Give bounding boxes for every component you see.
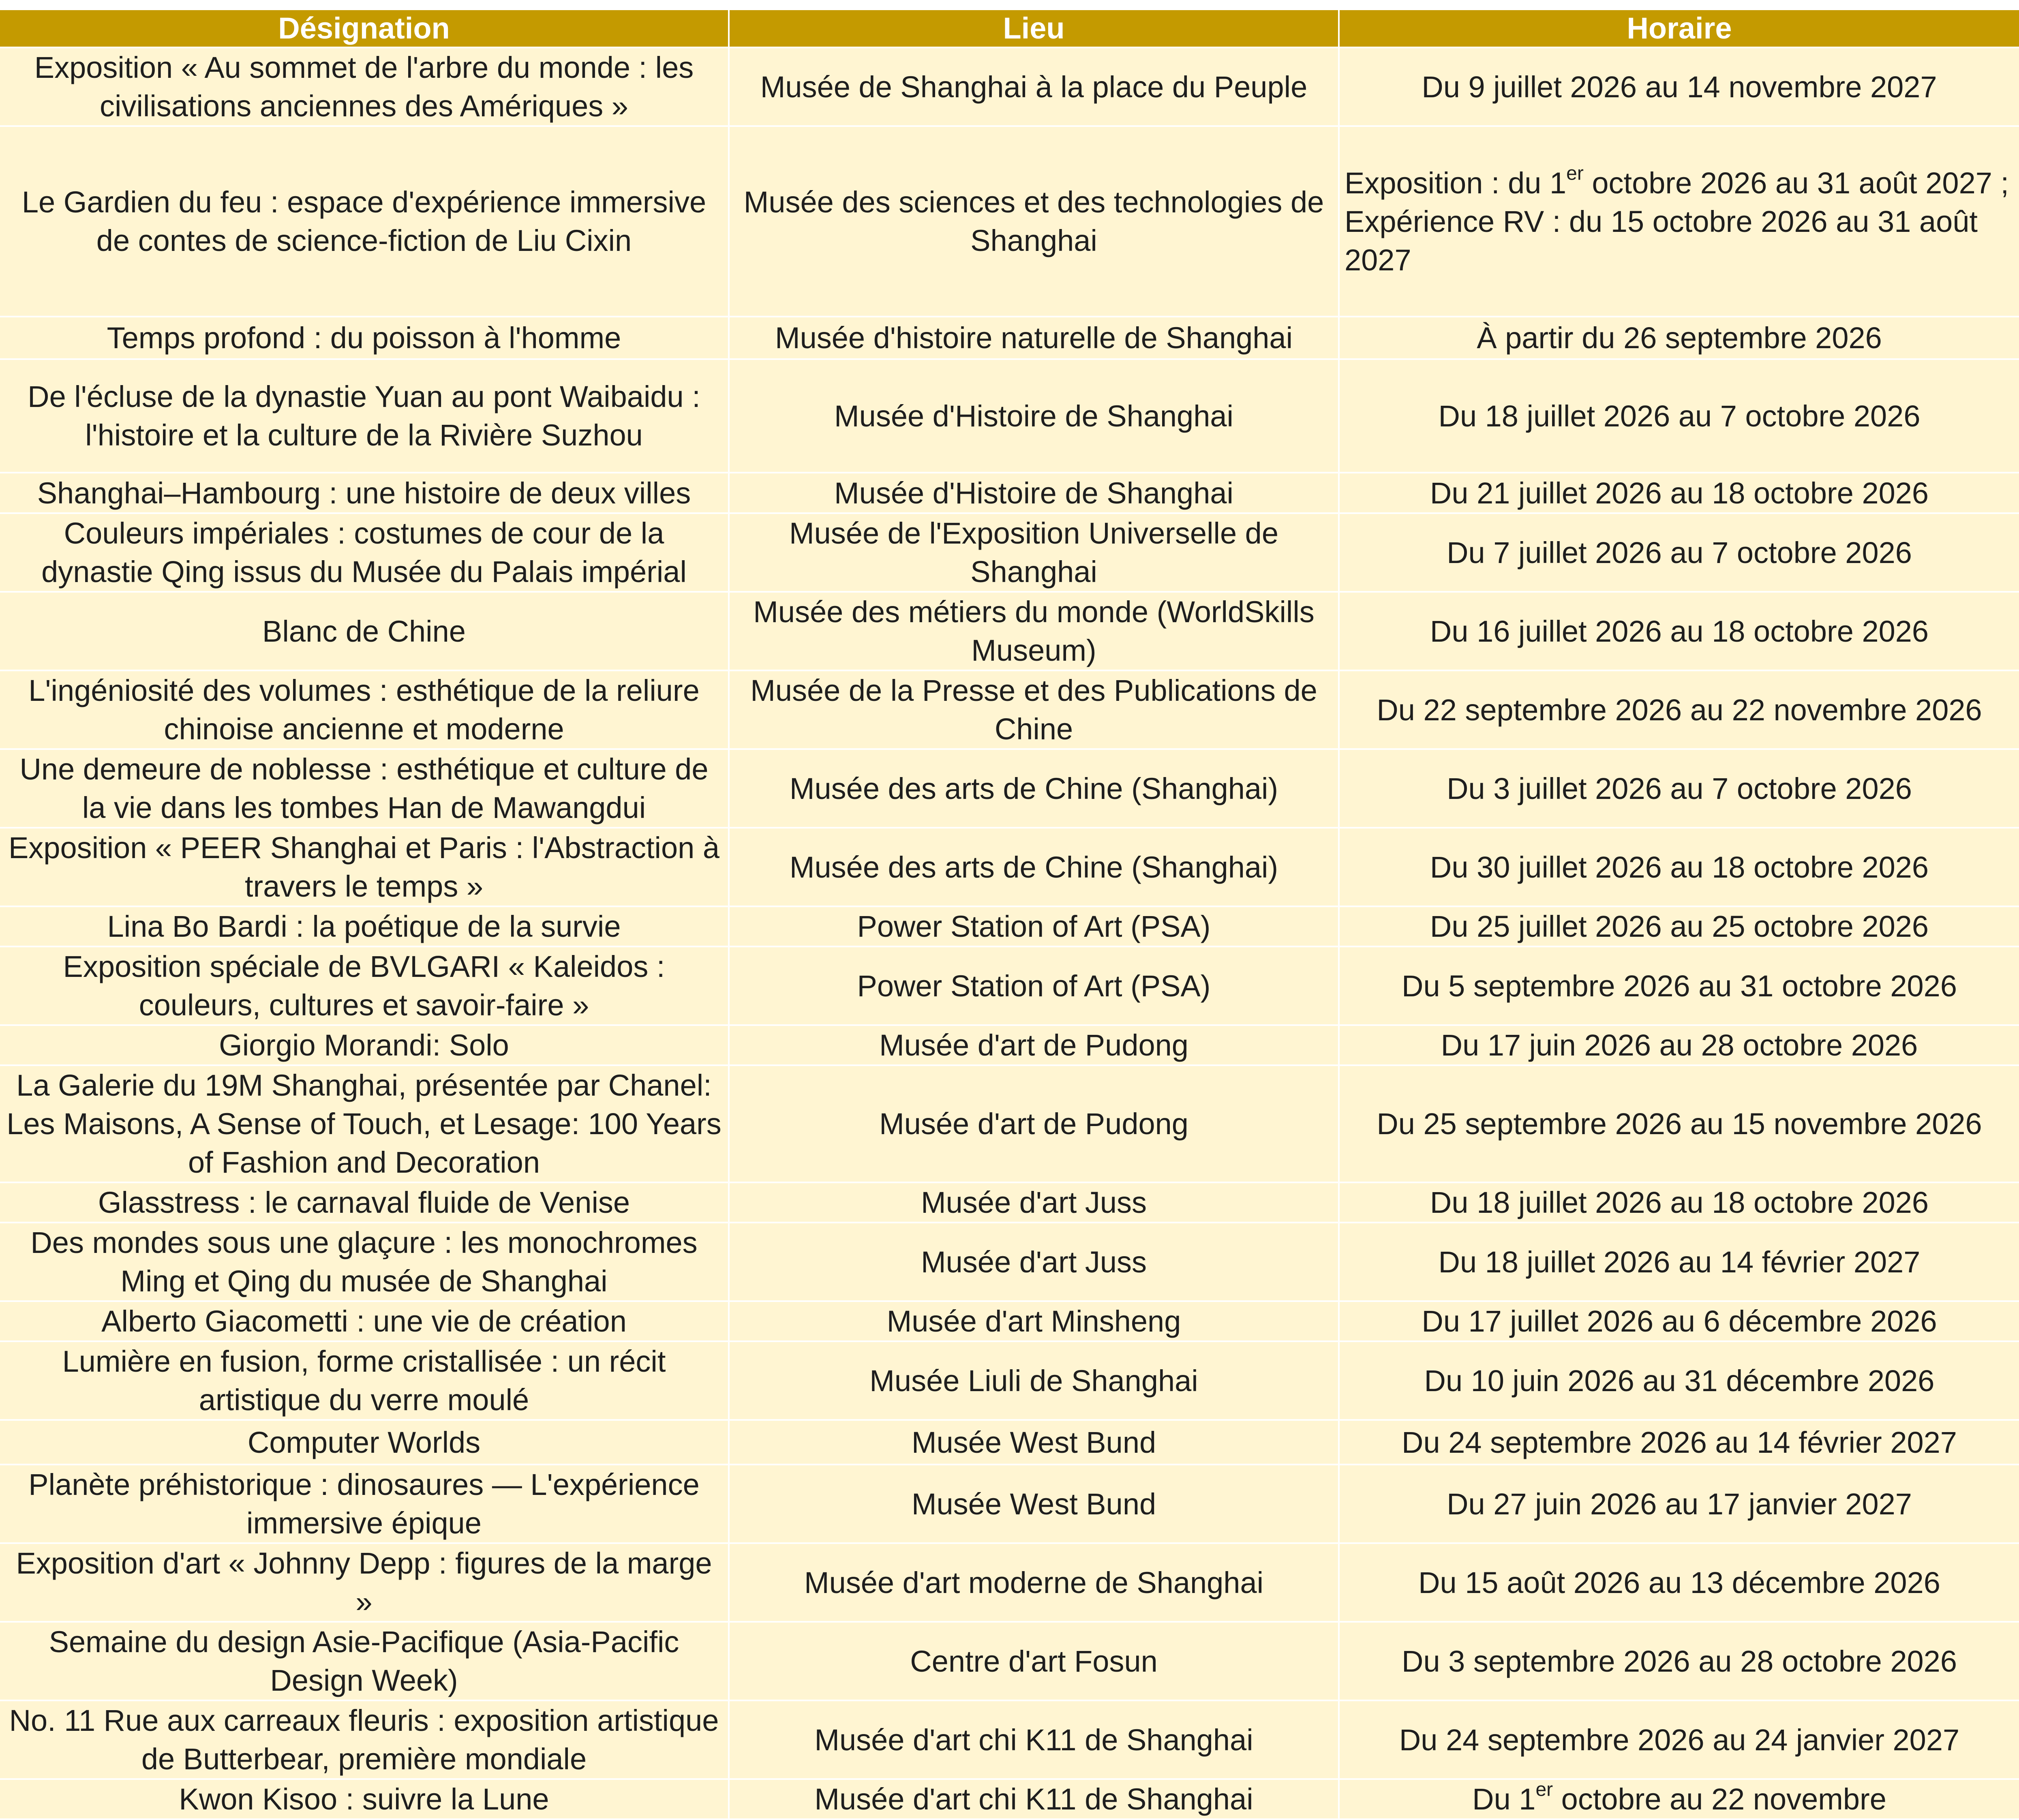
ordinal-suffix: er	[1566, 162, 1584, 184]
cell-horaire: Du 24 septembre 2026 au 14 février 2027	[1339, 1420, 2019, 1465]
table-row	[0, 670, 2019, 749]
cell-horaire: À partir du 26 septembre 2026	[1339, 317, 2019, 359]
horaire-text: octobre 2026 au 31 août 2027 ;	[1583, 166, 2009, 200]
cell-designation: Temps profond : du poisson à l'homme	[0, 317, 729, 359]
cell-lieu: Musée d'art moderne de Shanghai	[729, 1543, 1339, 1622]
cell-lieu: Musée West Bund	[729, 1420, 1339, 1465]
cell-horaire: Du 18 juillet 2026 au 18 octobre 2026	[1339, 1182, 2019, 1223]
header-horaire: Horaire	[1339, 10, 2019, 47]
horaire-text: octobre au 22 novembre	[1553, 1782, 1886, 1816]
cell-designation: La Galerie du 19M Shanghai, présentée par Chanel: Les Maisons, A Sense of Touch, et Lesage: 100 Years of Fashion and Decoration	[0, 1065, 729, 1182]
exhibitions-table-wrapper	[0, 10, 2019, 1820]
cell-horaire	[1339, 126, 2019, 317]
table-row	[0, 1543, 2019, 1622]
cell-designation: Planète préhistorique : dinosaures — L'expérience immersive épique	[0, 1465, 729, 1543]
table-row	[0, 1465, 2019, 1543]
cell-lieu: Musée des sciences et des technologies de Shanghai	[729, 126, 1339, 317]
horaire-text: Expérience RV : du 15 octobre 2026 au 31 août 2027	[1345, 204, 1978, 277]
table-row	[0, 1341, 2019, 1420]
table-row	[0, 749, 2019, 828]
cell-lieu: Musée West Bund	[729, 1465, 1339, 1543]
cell-horaire	[1339, 1779, 2019, 1819]
table-row	[0, 359, 2019, 473]
cell-designation: Glasstress : le carnaval fluide de Venise	[0, 1182, 729, 1223]
horaire-text: Du 1	[1472, 1782, 1536, 1816]
cell-lieu: Musée des arts de Chine (Shanghai)	[729, 828, 1339, 906]
table-row	[0, 1025, 2019, 1065]
cell-horaire: Du 17 juillet 2026 au 6 décembre 2026	[1339, 1301, 2019, 1341]
cell-lieu: Musée d'Histoire de Shanghai	[729, 473, 1339, 513]
cell-lieu: Power Station of Art (PSA)	[729, 946, 1339, 1025]
table-row	[0, 47, 2019, 126]
cell-designation: Alberto Giacometti : une vie de création	[0, 1301, 729, 1341]
cell-designation: Des mondes sous une glaçure : les monochromes Ming et Qing du musée de Shanghai	[0, 1223, 729, 1301]
cell-designation: L'ingéniosité des volumes : esthétique de la reliure chinoise ancienne et moderne	[0, 670, 729, 749]
cell-horaire: Du 16 juillet 2026 au 18 octobre 2026	[1339, 592, 2019, 670]
cell-horaire: Du 18 juillet 2026 au 7 octobre 2026	[1339, 359, 2019, 473]
cell-lieu: Centre d'art Fosun	[729, 1622, 1339, 1700]
cell-lieu: Musée d'art Minsheng	[729, 1301, 1339, 1341]
table-row	[0, 1700, 2019, 1779]
cell-lieu: Musée d'art chi K11 de Shanghai	[729, 1779, 1339, 1819]
table-row	[0, 906, 2019, 946]
cell-designation: Exposition « PEER Shanghai et Paris : l'Abstraction à travers le temps »	[0, 828, 729, 906]
table-row	[0, 828, 2019, 906]
header-lieu: Lieu	[729, 10, 1339, 47]
header-designation: Désignation	[0, 10, 729, 47]
cell-lieu: Musée d'art de Pudong	[729, 1025, 1339, 1065]
cell-designation: Computer Worlds	[0, 1420, 729, 1465]
table-row	[0, 126, 2019, 317]
cell-designation: Lumière en fusion, forme cristallisée : un récit artistique du verre moulé	[0, 1341, 729, 1420]
cell-lieu: Musée des métiers du monde (WorldSkills Museum)	[729, 592, 1339, 670]
table-row	[0, 1182, 2019, 1223]
cell-designation: Lina Bo Bardi : la poétique de la survie	[0, 906, 729, 946]
ordinal-suffix: er	[1535, 1779, 1553, 1801]
cell-horaire: Du 9 juillet 2026 au 14 novembre 2027	[1339, 47, 2019, 126]
cell-horaire: Du 3 juillet 2026 au 7 octobre 2026	[1339, 749, 2019, 828]
cell-horaire: Du 21 juillet 2026 au 18 octobre 2026	[1339, 473, 2019, 513]
horaire-text: Exposition : du 1	[1345, 166, 1567, 200]
table-row	[0, 1301, 2019, 1341]
table-row	[0, 592, 2019, 670]
cell-horaire: Du 10 juin 2026 au 31 décembre 2026	[1339, 1341, 2019, 1420]
cell-horaire: Du 5 septembre 2026 au 31 octobre 2026	[1339, 946, 2019, 1025]
cell-designation: Le Gardien du feu : espace d'expérience immersive de contes de science-fiction de Liu Cixin	[0, 126, 729, 317]
table-row	[0, 473, 2019, 513]
cell-horaire: Du 18 juillet 2026 au 14 février 2027	[1339, 1223, 2019, 1301]
cell-lieu: Power Station of Art (PSA)	[729, 906, 1339, 946]
cell-designation: Kwon Kisoo : suivre la Lune	[0, 1779, 729, 1819]
cell-designation: No. 11 Rue aux carreaux fleuris : exposition artistique de Butterbear, première mondiale	[0, 1700, 729, 1779]
exhibitions-table	[0, 10, 2019, 1820]
cell-horaire: Du 3 septembre 2026 au 28 octobre 2026	[1339, 1622, 2019, 1700]
cell-horaire: Du 15 août 2026 au 13 décembre 2026	[1339, 1543, 2019, 1622]
cell-lieu: Musée de l'Exposition Universelle de Shanghai	[729, 513, 1339, 592]
table-row	[0, 317, 2019, 359]
table-row	[0, 513, 2019, 592]
cell-designation: Blanc de Chine	[0, 592, 729, 670]
cell-lieu: Musée d'art Juss	[729, 1223, 1339, 1301]
cell-lieu: Musée d'histoire naturelle de Shanghai	[729, 317, 1339, 359]
cell-designation: Exposition d'art « Johnny Depp : figures de la marge »	[0, 1543, 729, 1622]
table-row	[0, 1622, 2019, 1700]
table-row	[0, 1065, 2019, 1182]
header-row	[0, 10, 2019, 47]
table-row	[0, 1223, 2019, 1301]
cell-designation: Exposition spéciale de BVLGARI « Kaleidos : couleurs, cultures et savoir-faire »	[0, 946, 729, 1025]
cell-lieu: Musée Liuli de Shanghai	[729, 1341, 1339, 1420]
cell-lieu: Musée d'Histoire de Shanghai	[729, 359, 1339, 473]
cell-designation: Semaine du design Asie-Pacifique (Asia-Pacific Design Week)	[0, 1622, 729, 1700]
cell-designation: Shanghai–Hambourg : une histoire de deux villes	[0, 473, 729, 513]
cell-horaire: Du 25 juillet 2026 au 25 octobre 2026	[1339, 906, 2019, 946]
cell-lieu: Musée de la Presse et des Publications de Chine	[729, 670, 1339, 749]
cell-designation: Exposition « Au sommet de l'arbre du monde : les civilisations anciennes des Amériques »	[0, 47, 729, 126]
cell-lieu: Musée d'art Juss	[729, 1182, 1339, 1223]
cell-horaire: Du 24 septembre 2026 au 24 janvier 2027	[1339, 1700, 2019, 1779]
cell-lieu: Musée des arts de Chine (Shanghai)	[729, 749, 1339, 828]
cell-designation: De l'écluse de la dynastie Yuan au pont Waibaidu : l'histoire et la culture de la Rivière Suzhou	[0, 359, 729, 473]
cell-designation: Couleurs impériales : costumes de cour de la dynastie Qing issus du Musée du Palais impérial	[0, 513, 729, 592]
cell-designation: Une demeure de noblesse : esthétique et culture de la vie dans les tombes Han de Mawangdui	[0, 749, 729, 828]
cell-horaire: Du 7 juillet 2026 au 7 octobre 2026	[1339, 513, 2019, 592]
cell-horaire: Du 30 juillet 2026 au 18 octobre 2026	[1339, 828, 2019, 906]
cell-horaire: Du 25 septembre 2026 au 15 novembre 2026	[1339, 1065, 2019, 1182]
table-row	[0, 1779, 2019, 1819]
table-row	[0, 946, 2019, 1025]
cell-lieu: Musée de Shanghai à la place du Peuple	[729, 47, 1339, 126]
cell-designation: Giorgio Morandi: Solo	[0, 1025, 729, 1065]
cell-horaire: Du 22 septembre 2026 au 22 novembre 2026	[1339, 670, 2019, 749]
cell-horaire: Du 27 juin 2026 au 17 janvier 2027	[1339, 1465, 2019, 1543]
cell-lieu: Musée d'art de Pudong	[729, 1065, 1339, 1182]
cell-horaire: Du 17 juin 2026 au 28 octobre 2026	[1339, 1025, 2019, 1065]
cell-lieu: Musée d'art chi K11 de Shanghai	[729, 1700, 1339, 1779]
table-row	[0, 1420, 2019, 1465]
